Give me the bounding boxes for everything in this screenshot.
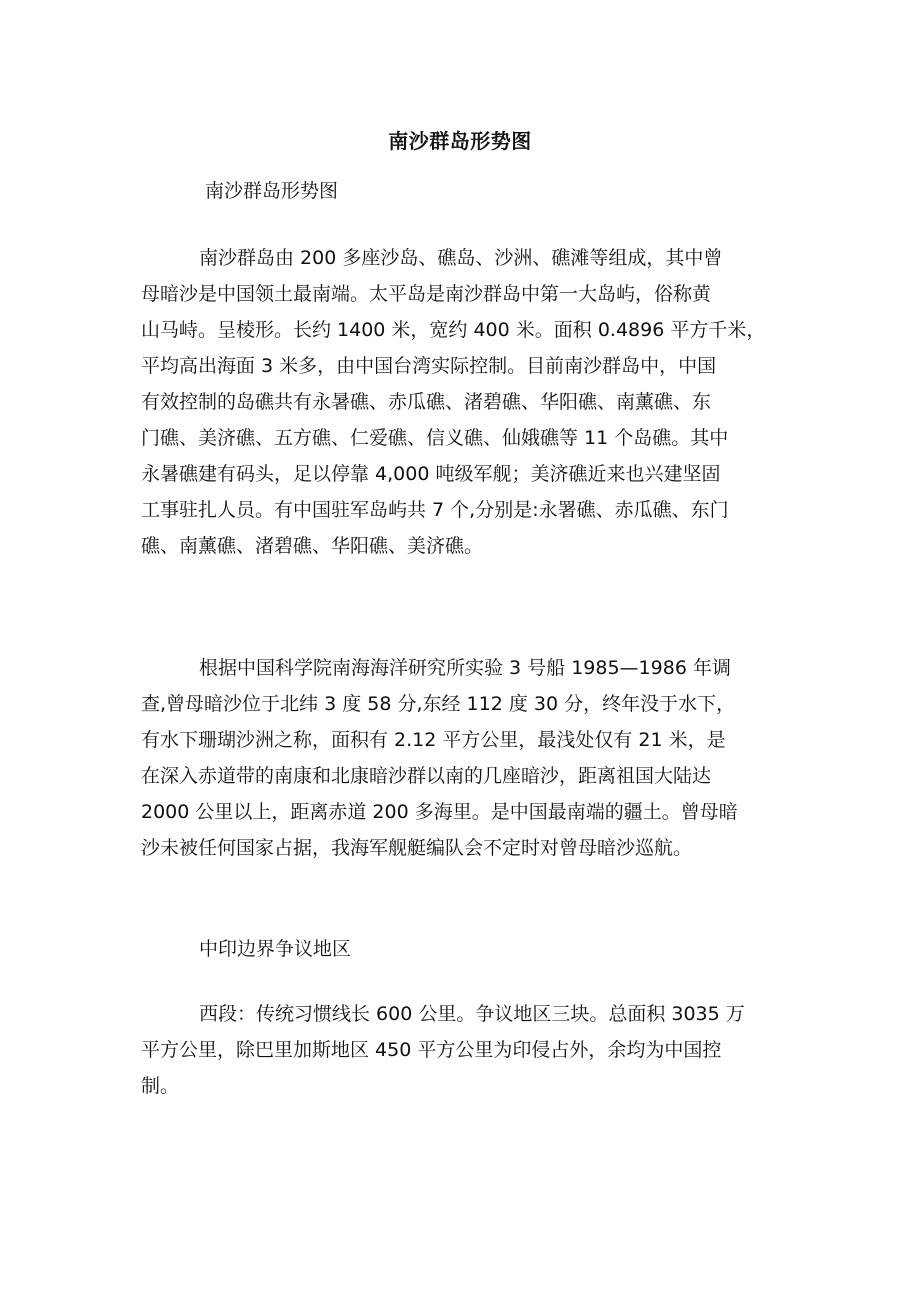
text-line: 制。 — [141, 1075, 180, 1097]
text-line: 永暑礁建有码头，足以停靠 4,000 吨级军舰；美济礁近来也兴建坚固 — [141, 463, 721, 485]
text-line: 南沙群岛由 200 多座沙岛、礁岛、沙洲、礁滩等组成，其中曾 — [199, 247, 723, 269]
section-heading-border-dispute — [141, 931, 801, 967]
paragraph-zengmu-ansha — [141, 650, 801, 866]
text-line: 山马峙。呈棱形。长约 1400 米，宽约 400 米。面积 0.4896 平方千米， — [141, 319, 766, 341]
text-line: 平方公里，除巴里加斯地区 450 平方公里为印侵占外，余均为中国控 — [141, 1039, 722, 1061]
text-line: 西段：传统习惯线长 600 公里。争议地区三块。总面积 3035 万 — [199, 1003, 745, 1025]
paragraph-western-sector — [141, 996, 801, 1104]
text-line: 工事驻扎人员。有中国驻军岛屿共 7 个,分别是:永署礁、赤瓜礁、东门 — [141, 499, 729, 521]
text-line: 在深入赤道带的南康和北康暗沙群以南的几座暗沙，距离祖国大陆达 — [141, 765, 712, 787]
text-line: 礁、南薰礁、渚碧礁、华阳礁、美济礁。 — [141, 535, 484, 557]
paragraph-nansha-overview — [141, 240, 801, 564]
text-line: 门礁、美济礁、五方礁、仁爱礁、信义礁、仙娥礁等 11 个岛礁。其中 — [141, 427, 729, 449]
text-line: 沙未被任何国家占据，我海军舰艇编队会不定时对曾母暗沙巡航。 — [141, 837, 693, 859]
document-subtitle: 南沙群岛形势图 — [205, 180, 339, 202]
text-line: 有效控制的岛礁共有永暑礁、赤瓜礁、渚碧礁、华阳礁、南薰礁、东 — [141, 391, 712, 413]
text-line: 查,曾母暗沙位于北纬 3 度 58 分,东经 112 度 30 分，终年没于水下， — [141, 693, 736, 715]
text-line: 根据中国科学院南海海洋研究所实验 3 号船 1985—1986 年调 — [199, 657, 731, 679]
text-line: 2000 公里以上，距离赤道 200 多海里。是中国最南端的疆土。曾母暗 — [141, 801, 738, 823]
text-line: 母暗沙是中国领土最南端。太平岛是南沙群岛中第一大岛屿，俗称黄 — [141, 283, 712, 305]
document-title: 南沙群岛形势图 — [388, 129, 532, 153]
text-line: 有水下珊瑚沙洲之称，面积有 2.12 平方公里，最浅处仅有 21 米，是 — [141, 729, 726, 751]
text-line: 平均高出海面 3 米多，由中国台湾实际控制。目前南沙群岛中，中国 — [141, 355, 717, 377]
section-heading: 中印边界争议地区 — [199, 938, 352, 960]
